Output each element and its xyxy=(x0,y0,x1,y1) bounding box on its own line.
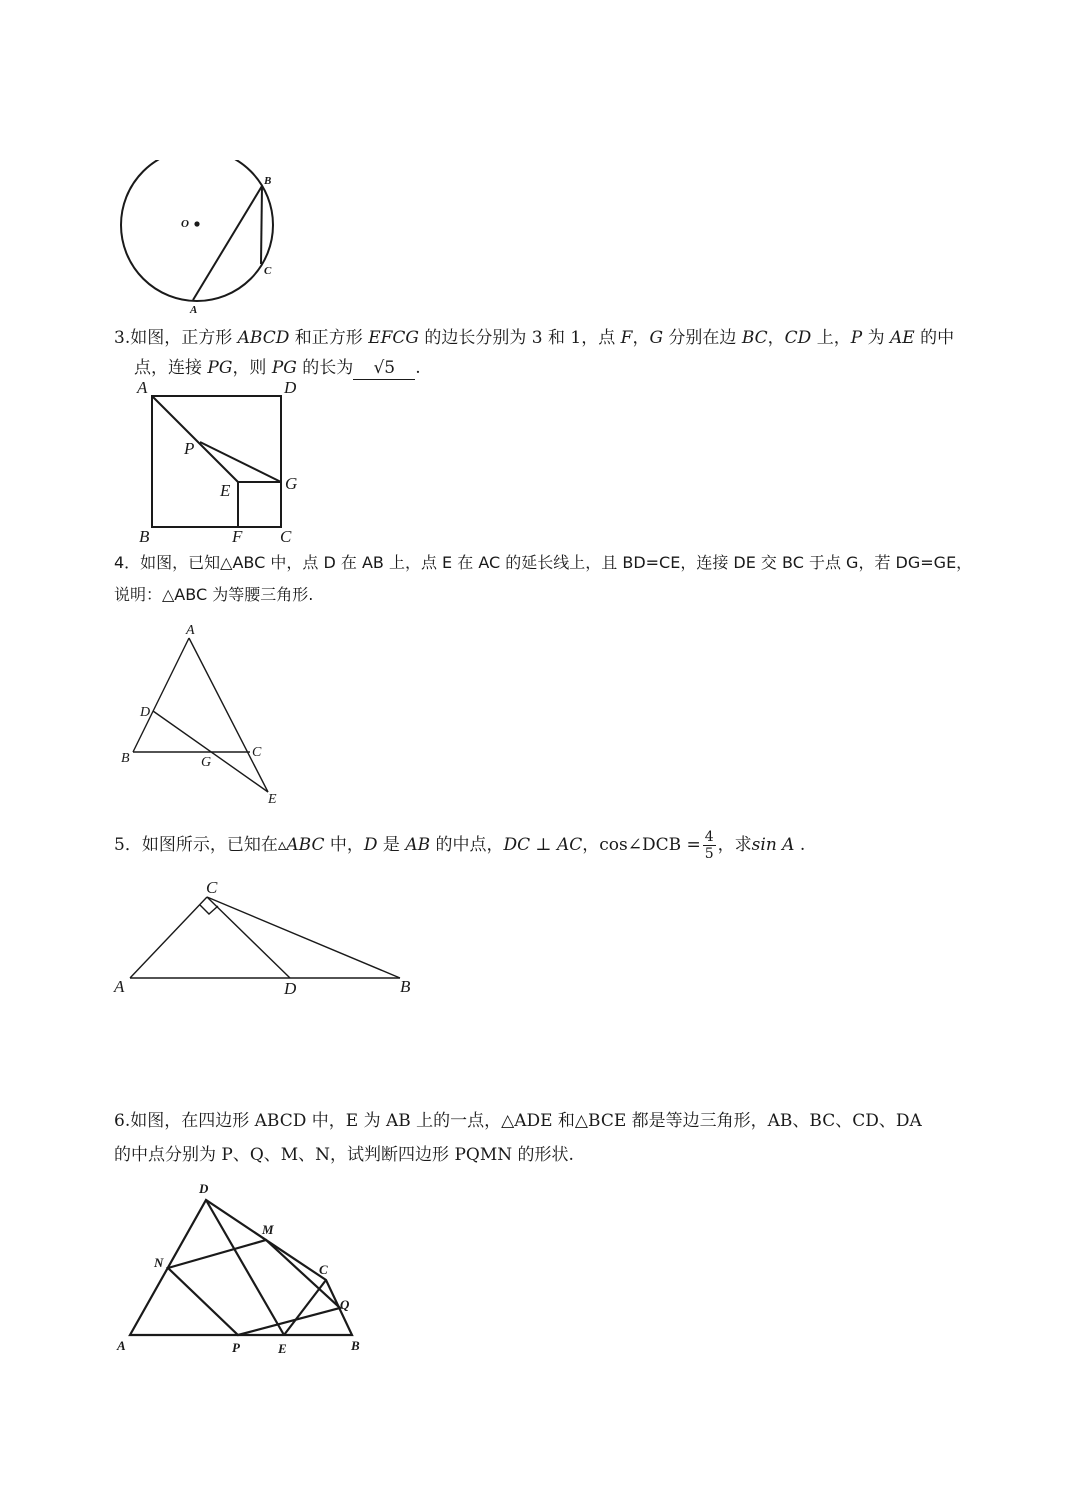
label-b: B xyxy=(351,1338,360,1353)
label-g: G xyxy=(201,755,212,770)
label-p: P xyxy=(232,1340,240,1355)
figure-squares xyxy=(130,376,310,546)
question-3-line-2: 点，连接 PG，则 PG 的长为 √5 . xyxy=(134,358,421,378)
label-f: F xyxy=(232,527,243,546)
question-6 xyxy=(114,1104,922,1172)
label-b: B xyxy=(121,751,130,766)
label-e: E xyxy=(268,792,277,807)
label-b: B xyxy=(400,977,411,996)
label-e: E xyxy=(278,1341,287,1356)
label-a: A xyxy=(117,1338,126,1353)
label-b: B xyxy=(264,175,272,187)
label-q: Q xyxy=(340,1297,350,1312)
side-cb xyxy=(207,897,400,978)
label-c: C xyxy=(252,745,262,760)
label-c: C xyxy=(319,1262,328,1277)
center-dot xyxy=(194,221,199,226)
segment-pg xyxy=(200,442,281,482)
fraction-4-5: $\frac{4}{5}$ xyxy=(704,829,714,862)
label-a: A xyxy=(137,378,148,397)
label-a: A xyxy=(186,623,195,638)
question-4-line-1: 4．如图，已知△ABC 中，点 D 在 AB 上，点 E 在 AC 的延长线上，且 BD=CE，连接 DE 交 BC 于点 G，若 DG=GE， xyxy=(114,553,973,572)
label-g: G xyxy=(285,474,298,493)
label-d: D xyxy=(284,979,297,998)
label-a: A xyxy=(114,977,125,996)
question-3 xyxy=(114,323,954,383)
label-d: D xyxy=(199,1181,209,1196)
label-d: D xyxy=(284,378,297,397)
label-b: B xyxy=(139,527,150,546)
segment-ae xyxy=(152,396,238,482)
label-c: C xyxy=(206,878,218,897)
right-angle-mark xyxy=(200,905,218,914)
label-c: C xyxy=(264,265,272,277)
chord-ab xyxy=(193,186,262,300)
question-4 xyxy=(114,547,972,611)
label-n: N xyxy=(154,1255,164,1270)
label-o: O xyxy=(181,218,189,230)
label-d: D xyxy=(140,705,151,720)
label-e: E xyxy=(220,481,231,500)
label-c: C xyxy=(280,527,292,546)
question-5: 5．如图所示，已知在▵ABC 中，D 是 AB 的中点，DC ⊥ AC，cos∠DCB = $\frac{4}{5}$ ，求sin A . xyxy=(114,829,806,862)
square-efcg xyxy=(238,482,281,527)
label-a: A xyxy=(190,304,198,316)
label-m: M xyxy=(262,1222,274,1237)
figure-quadrilateral-6 xyxy=(110,1175,370,1360)
figure-triangle-4 xyxy=(115,618,295,808)
segment-cd xyxy=(207,897,290,978)
question-3-line-1: 3.如图，正方形 ABCD 和正方形 EFCG 的边长分别为 3 和 1，点 F，G 分别在边 BC，CD 上，P 为 AE 的中 xyxy=(114,328,955,348)
question-6-line-2: 的中点分别为 P、Q、M、N，试判断四边形 PQMN 的形状. xyxy=(114,1145,574,1165)
figure-circle xyxy=(100,160,300,320)
quadrilateral-pqmn xyxy=(168,1240,340,1335)
chord-bc xyxy=(261,186,262,264)
side-ab xyxy=(133,638,189,752)
question-6-line-1: 6.如图，在四边形 ABCD 中，E 为 AB 上的一点，△ADE 和△BCE 都是等边三角形，AB、BC、CD、DA xyxy=(114,1111,922,1131)
figure-triangle-5 xyxy=(110,875,420,1000)
label-p: P xyxy=(184,439,195,458)
side-ac xyxy=(130,897,207,978)
question-4-line-2: 说明：△ABC 为等腰三角形. xyxy=(114,585,314,604)
circle-o xyxy=(121,160,273,301)
answer-blank: √5 xyxy=(353,357,415,380)
